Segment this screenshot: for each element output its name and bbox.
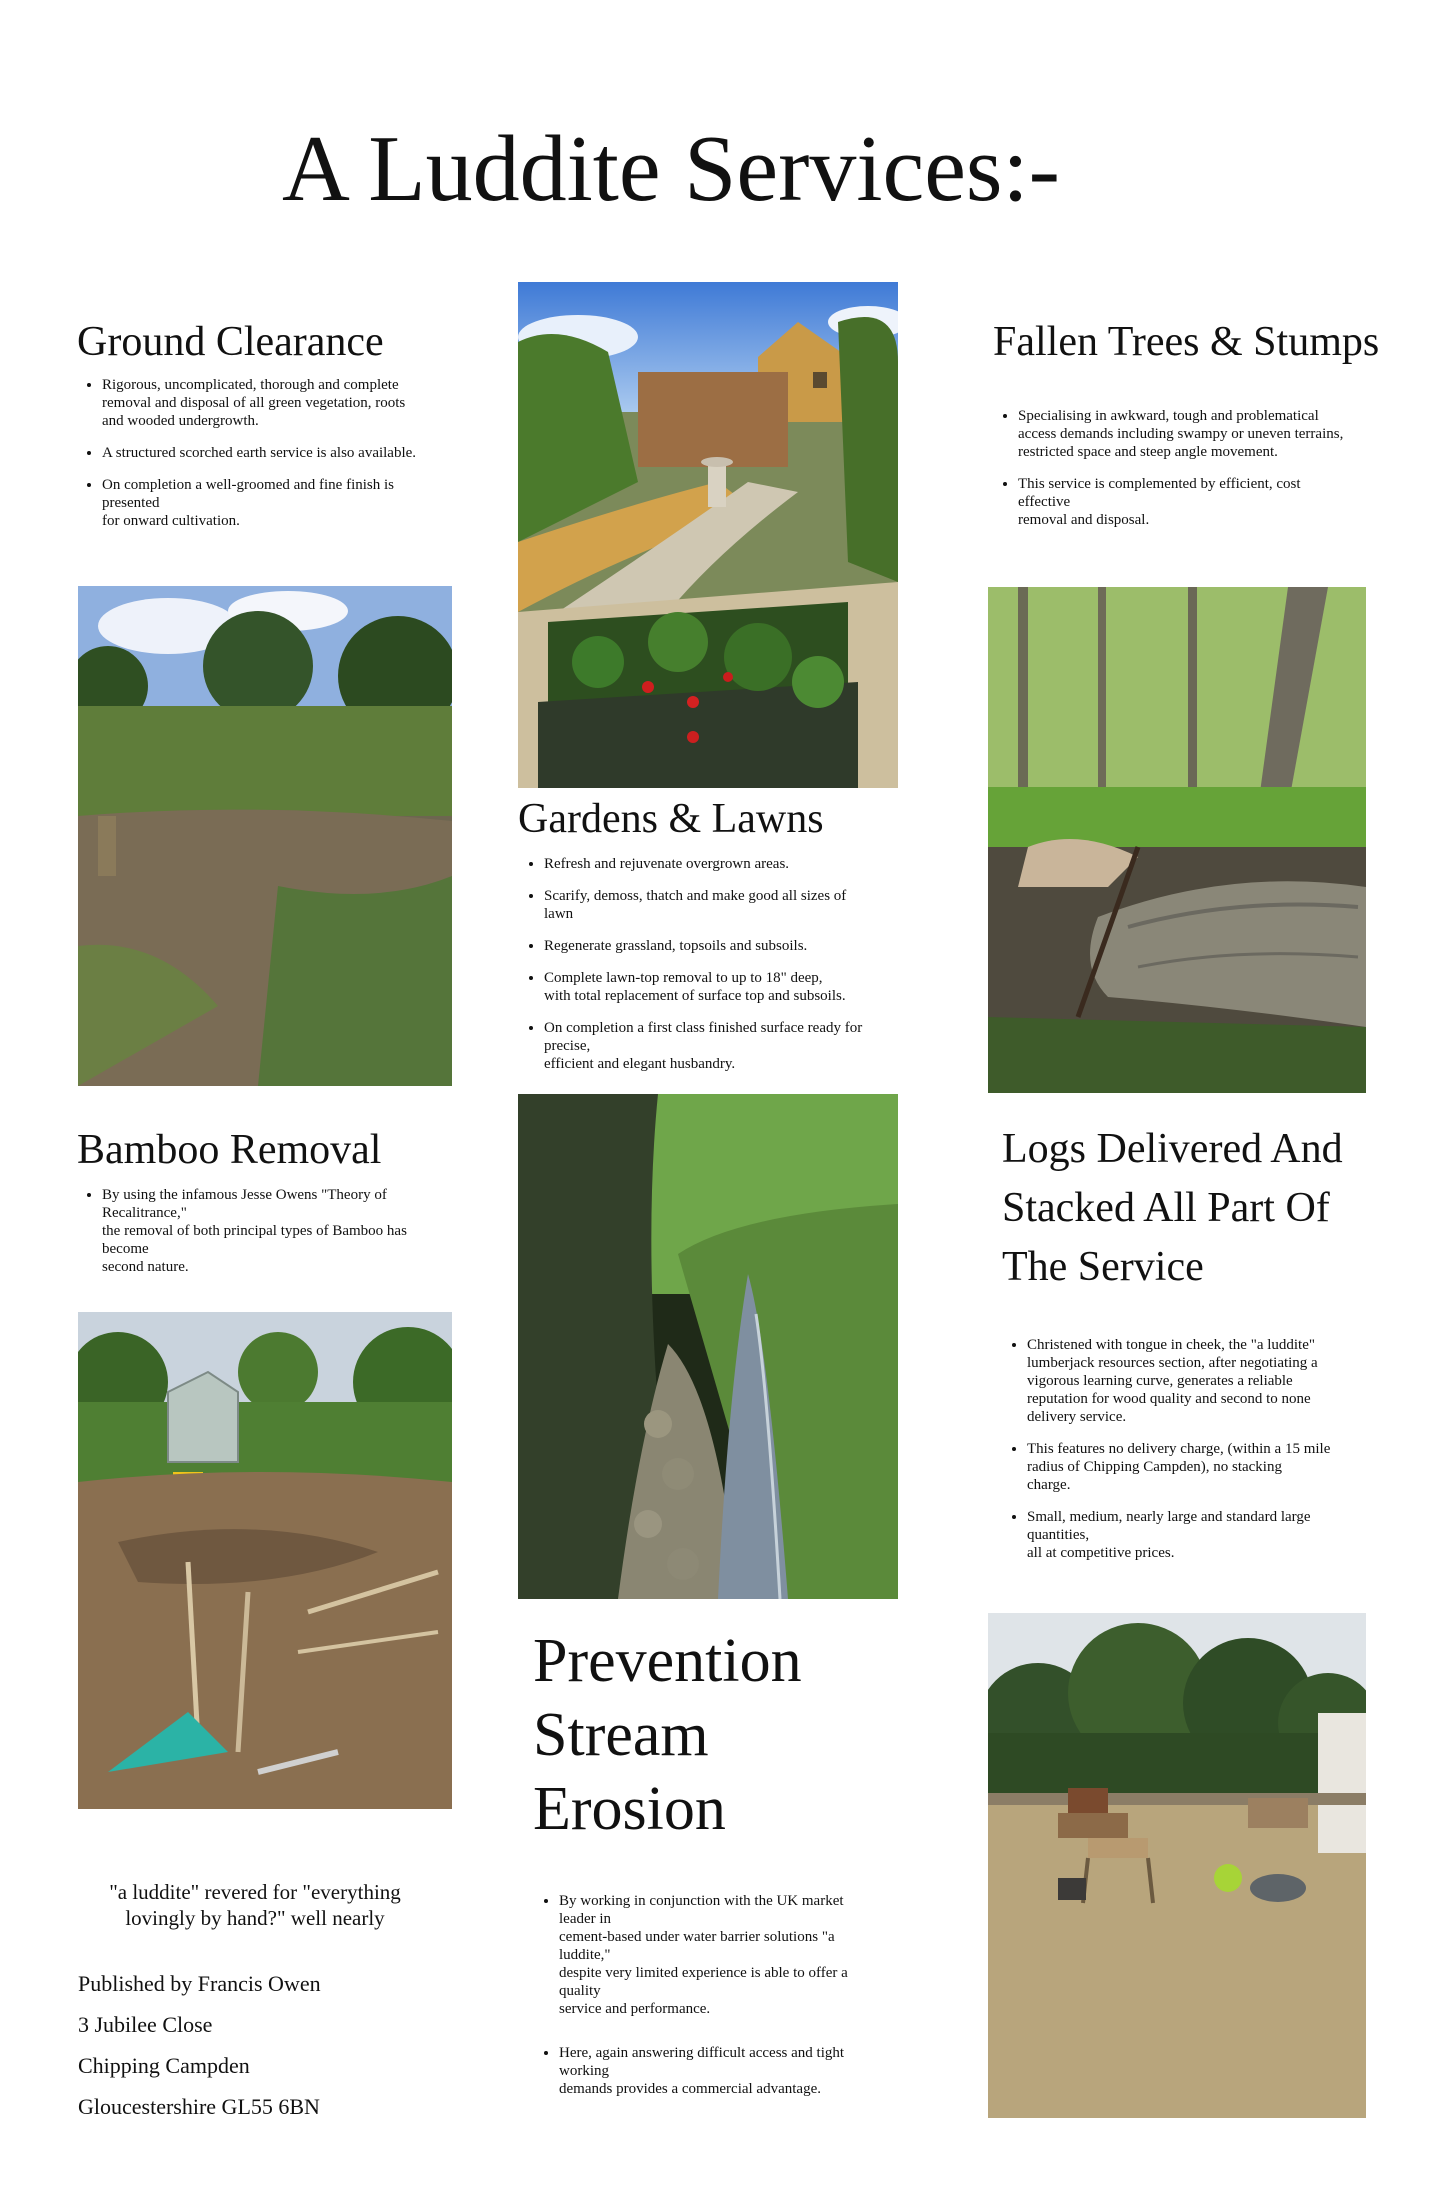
list-item: • Complete lawn-top removal to up to 18" deep, with total replacement of surface top and subsoils. [544, 969, 924, 1005]
logs-heading-line: Stacked All Part Of [1002, 1185, 1330, 1231]
bamboo-removal-photo [78, 1312, 452, 1809]
fallen-trees-heading: Fallen Trees & Stumps [993, 319, 1380, 365]
stream-heading-line: Prevention [533, 1627, 802, 1695]
logs-heading-line: Logs Delivered And [1002, 1126, 1343, 1172]
list-item: • Scarify, demoss, thatch and make good all sizes of lawn [544, 887, 924, 923]
address-line: Chipping Campden [78, 2053, 250, 2078]
list-item: • This features no delivery charge, (within a 15 mile radius of Chipping Campden), no stacking charge. [1027, 1440, 1427, 1494]
fallen-trees-list [994, 407, 1438, 543]
list-item: • On completion a well-groomed and fine finish is presented for onward cultivation. [102, 476, 492, 530]
address-line: Gloucestershire GL55 6BN [78, 2094, 320, 2119]
address-line: 3 Jubilee Close [78, 2012, 213, 2037]
logs-heading-line: The Service [1002, 1244, 1204, 1290]
gardens-lawns-list [520, 855, 924, 1087]
logs-list [1003, 1336, 1427, 1576]
list-item: • Refresh and rejuvenate overgrown areas. [544, 855, 924, 873]
publisher-address [78, 1963, 321, 2127]
bamboo-removal-list [78, 1186, 482, 1290]
bamboo-removal-heading: Bamboo Removal [77, 1127, 382, 1173]
garden-photo [518, 282, 898, 788]
ground-clearance-photo [78, 586, 452, 1086]
address-line: Published by Francis Owen [78, 1971, 321, 1996]
luddite-quote: "a luddite" revered for "everything lovingly by hand?" well nearly [109, 1880, 401, 1930]
list-item: • This service is complemented by efficient, cost effective removal and disposal. [1018, 475, 1438, 529]
page-title: A Luddite Services:- [282, 117, 1060, 221]
logs-photo [988, 1613, 1366, 2118]
list-item: • Specialising in awkward, tough and problematical access demands including swampy or uneven terrains, restricted space and steep angle movement. [1018, 407, 1438, 461]
gardens-lawns-heading: Gardens & Lawns [518, 796, 824, 842]
ground-clearance-heading: Ground Clearance [77, 319, 384, 365]
list-item: • Christened with tongue in cheek, the "a luddite" lumberjack resources section, after negotiating a vigorous learning curve, generates a reliable reputation for wood quality and second to none delivery service. [1027, 1336, 1427, 1426]
stream-list [535, 1892, 939, 2112]
list-item: • By working in conjunction with the UK market leader in cement-based under water barrier solutions "a luddite," despite very limited experience is able to offer a quality service and performance. [559, 1892, 939, 2018]
list-item: • Regenerate grassland, topsoils and subsoils. [544, 937, 924, 955]
list-item: • Rigorous, uncomplicated, thorough and complete removal and disposal of all green vegetation, roots and wooded undergrowth. [102, 376, 492, 430]
list-item: • Small, medium, nearly large and standard large quantities, all at competitive prices. [1027, 1508, 1427, 1562]
list-item: • On completion a first class finished surface ready for precise, efficient and elegant husbandry. [544, 1019, 924, 1073]
stream-heading-line: Stream [533, 1701, 709, 1769]
list-item: • Here, again answering difficult access and tight working demands provides a commercial advantage. [559, 2044, 939, 2098]
stream-heading [533, 1624, 802, 1846]
fallen-trees-photo [988, 587, 1366, 1093]
stream-photo [518, 1094, 898, 1599]
list-item: • By using the infamous Jesse Owens "Theory of Recalitrance," the removal of both principal types of Bamboo has become second nature. [102, 1186, 482, 1276]
list-item: • A structured scorched earth service is also available. [102, 444, 492, 462]
stream-heading-line: Erosion [533, 1775, 726, 1843]
ground-clearance-list [78, 376, 492, 544]
logs-heading [1002, 1120, 1343, 1297]
